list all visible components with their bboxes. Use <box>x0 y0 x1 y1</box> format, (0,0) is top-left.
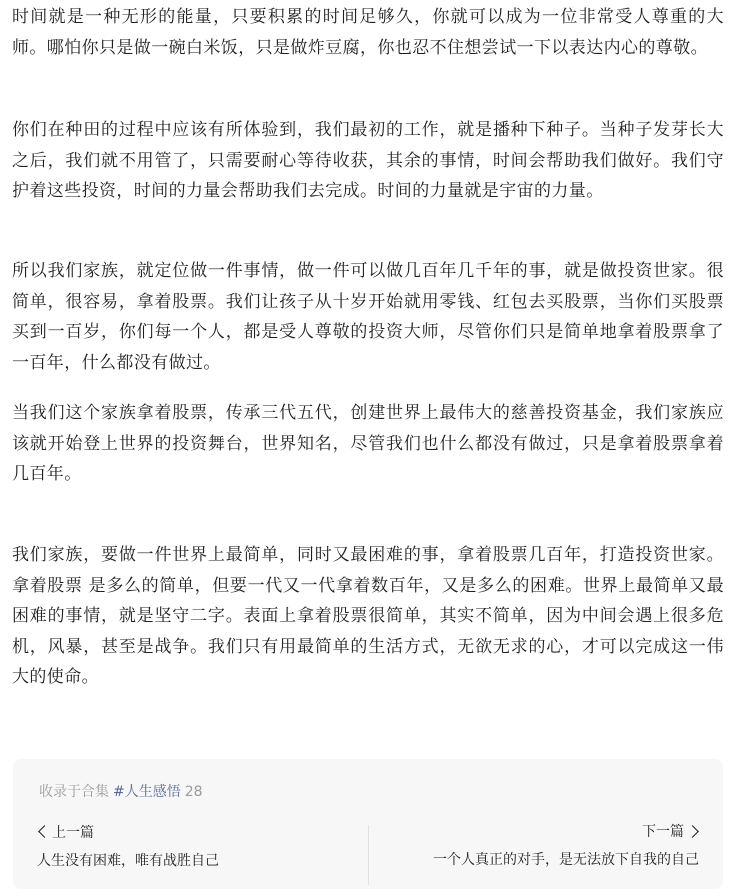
article-paragraph: 我们家族，要做一件世界上最简单，同时又最困难的事，拿着股票几百年，打造投资世家。拿着股票 是多么的简单，但要一代又一代拿着数百年，又是多么的困难。世界上最简单又最困难的事情，就是坚守二字。表面上拿着股票很简单，其实不简单，因为中间会遇上很多危机，风暴，甚至是战争。我们只有用最简单的生活方式，无欲无求的心，才可以完成这一伟大的使命。 <box>12 545 724 687</box>
collection-prefix: 收录于合集 <box>39 784 109 800</box>
next-article-title[interactable]: 一个人真正的对手，是无法放下自我的自己 <box>433 852 699 868</box>
next-article-link[interactable] <box>379 821 699 869</box>
chevron-right-icon <box>686 825 699 838</box>
article-paragraph: 当我们这个家族拿着股票，传承三代五代，创建世界上最伟大的慈善投资基金，我们家族应该就开始登上世界的投资舞台，世界知名，尽管我们也什么都没有做过，只是拿着股票拿着几百年。 <box>12 403 724 484</box>
nav-divider <box>368 825 369 885</box>
collection-card <box>13 759 723 889</box>
article-paragraph: 所以我们家族，就定位做一件事情，做一件可以做几百年几千年的事，就是做投资世家。很简单，很容易，拿着股票。我们让孩子从十岁开始就用零钱、红包去买股票，当你们买股票买到一百岁，你们每一个人，都是受人尊敬的投资大师，尽管你们只是简单地拿着股票拿了一百年，什么都没有做过。 <box>12 261 724 373</box>
prev-article-label-row[interactable] <box>37 822 94 842</box>
next-article-label-row[interactable] <box>642 821 699 841</box>
prev-article-label: 上一篇 <box>52 824 94 841</box>
prev-article-link[interactable] <box>37 821 357 870</box>
collection-tag-link[interactable]: #人生感悟 <box>113 784 181 800</box>
article-paragraph: 你们在种田的过程中应该有所体验到，我们最初的工作，就是播种下种子。当种子发芽长大之后，我们就不用管了，只需要耐心等待收获，其余的事情，时间会帮助我们做好。我们守护着这些投资，时间的力量会帮助我们去完成。时间的力量就是宇宙的力量。 <box>12 120 724 201</box>
article-paragraph: 时间就是一种无形的能量，只要积累的时间足够久，你就可以成为一位非常受人尊重的大师。哪怕你只是做一碗白米饭，只是做炸豆腐，你也忍不住想尝试一下以表达内心的尊敬。 <box>12 7 724 58</box>
collection-info <box>39 781 203 801</box>
prev-article-title[interactable]: 人生没有困难，唯有战胜自己 <box>37 852 219 869</box>
chevron-left-icon <box>38 825 51 838</box>
next-article-label: 下一篇 <box>642 824 684 840</box>
collection-count: 28 <box>184 784 203 800</box>
